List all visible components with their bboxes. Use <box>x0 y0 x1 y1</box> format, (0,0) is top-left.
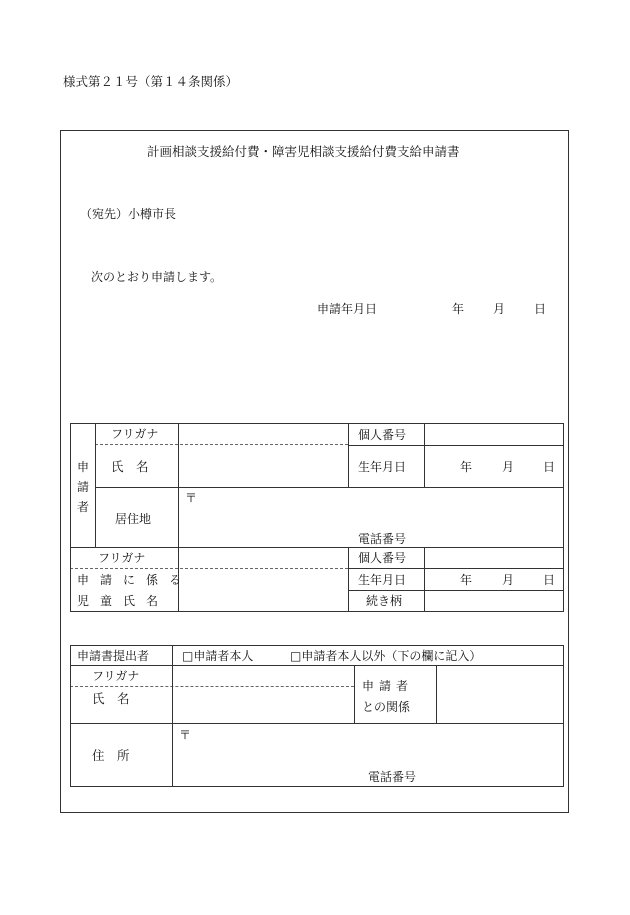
child-label-line2: 児童氏名 <box>77 594 170 608</box>
applicant-birth-month: 月 <box>502 460 515 474</box>
applicant-section-char: 請 <box>77 480 90 494</box>
submitter-option-self[interactable]: □申請者本人 <box>182 649 254 663</box>
grid-line <box>70 547 564 548</box>
child-relationship-label: 続き柄 <box>366 594 403 608</box>
grid-line <box>348 423 349 487</box>
child-individual-number-label: 個人番号 <box>358 551 407 565</box>
grid-line <box>563 645 564 786</box>
grid-line <box>424 423 425 487</box>
submitter-option-other[interactable]: □申請者本人以外（下の欄に記入） <box>290 649 482 663</box>
form-number: 様式第２１号（第１４条関係） <box>63 74 239 89</box>
applicant-birth-year: 年 <box>460 460 473 474</box>
application-date-year: 年 <box>452 302 465 316</box>
application-date-day: 日 <box>534 302 547 316</box>
submitter-phone-label: 電話番号 <box>368 770 417 784</box>
applicant-section-char: 申 <box>77 460 90 474</box>
grid-line <box>348 547 349 611</box>
grid-line <box>70 786 564 787</box>
grid-line <box>70 645 564 646</box>
grid-line <box>424 547 425 611</box>
submitter-furigana-label: フリガナ <box>92 669 140 683</box>
grid-line <box>70 723 564 724</box>
applicant-postal-mark: 〒 <box>185 491 198 505</box>
child-birth-day: 日 <box>543 573 556 587</box>
submitter-relation-line2: との関係 <box>362 700 411 714</box>
grid-line <box>354 665 355 723</box>
grid-line <box>70 423 71 611</box>
furigana-divider <box>70 686 354 687</box>
grid-line <box>95 423 96 547</box>
grid-line <box>70 423 564 424</box>
applicant-furigana-label: フリガナ <box>111 427 159 441</box>
child-birth-date-label: 生年月日 <box>358 573 407 587</box>
submitter-name-label: 氏 名 <box>92 691 130 706</box>
addressee: （宛先）小樽市長 <box>80 207 177 221</box>
applicant-birth-day: 日 <box>543 460 556 474</box>
applicant-individual-number-label: 個人番号 <box>358 428 407 442</box>
submitter-postal-mark: 〒 <box>179 728 192 742</box>
grid-line <box>70 611 564 612</box>
application-date-month: 月 <box>493 302 506 316</box>
child-birth-year: 年 <box>460 573 473 587</box>
submitter-address-label: 住 所 <box>92 748 130 763</box>
application-date-label: 申請年月日 <box>317 302 378 316</box>
child-birth-month: 月 <box>502 573 515 587</box>
grid-line <box>172 645 173 786</box>
child-label-line1: 申請に係る <box>77 573 193 587</box>
grid-line <box>348 590 564 591</box>
furigana-divider <box>70 568 348 569</box>
applicant-address-label: 居住地 <box>115 512 152 526</box>
grid-line <box>563 423 564 611</box>
furigana-divider <box>95 444 348 445</box>
applicant-phone-label: 電話番号 <box>358 532 407 546</box>
submitter-relation-line1: 申請者 <box>362 679 414 693</box>
grid-line <box>348 445 564 446</box>
grid-line <box>348 568 564 569</box>
applicant-section-char: 者 <box>77 500 90 514</box>
applicant-birth-date-label: 生年月日 <box>358 460 407 474</box>
grid-line <box>70 645 71 786</box>
applicant-name-label: 氏 名 <box>111 459 149 474</box>
submitter-label: 申請書提出者 <box>77 649 150 663</box>
grid-line <box>95 487 564 488</box>
grid-line <box>436 665 437 723</box>
grid-line <box>70 665 564 666</box>
child-furigana-label: フリガナ <box>98 551 146 565</box>
intro-text: 次のとおり申請します。 <box>91 270 223 284</box>
form-title: 計画相談支援給付費・障害児相談支援給付費支給申請書 <box>147 144 460 159</box>
